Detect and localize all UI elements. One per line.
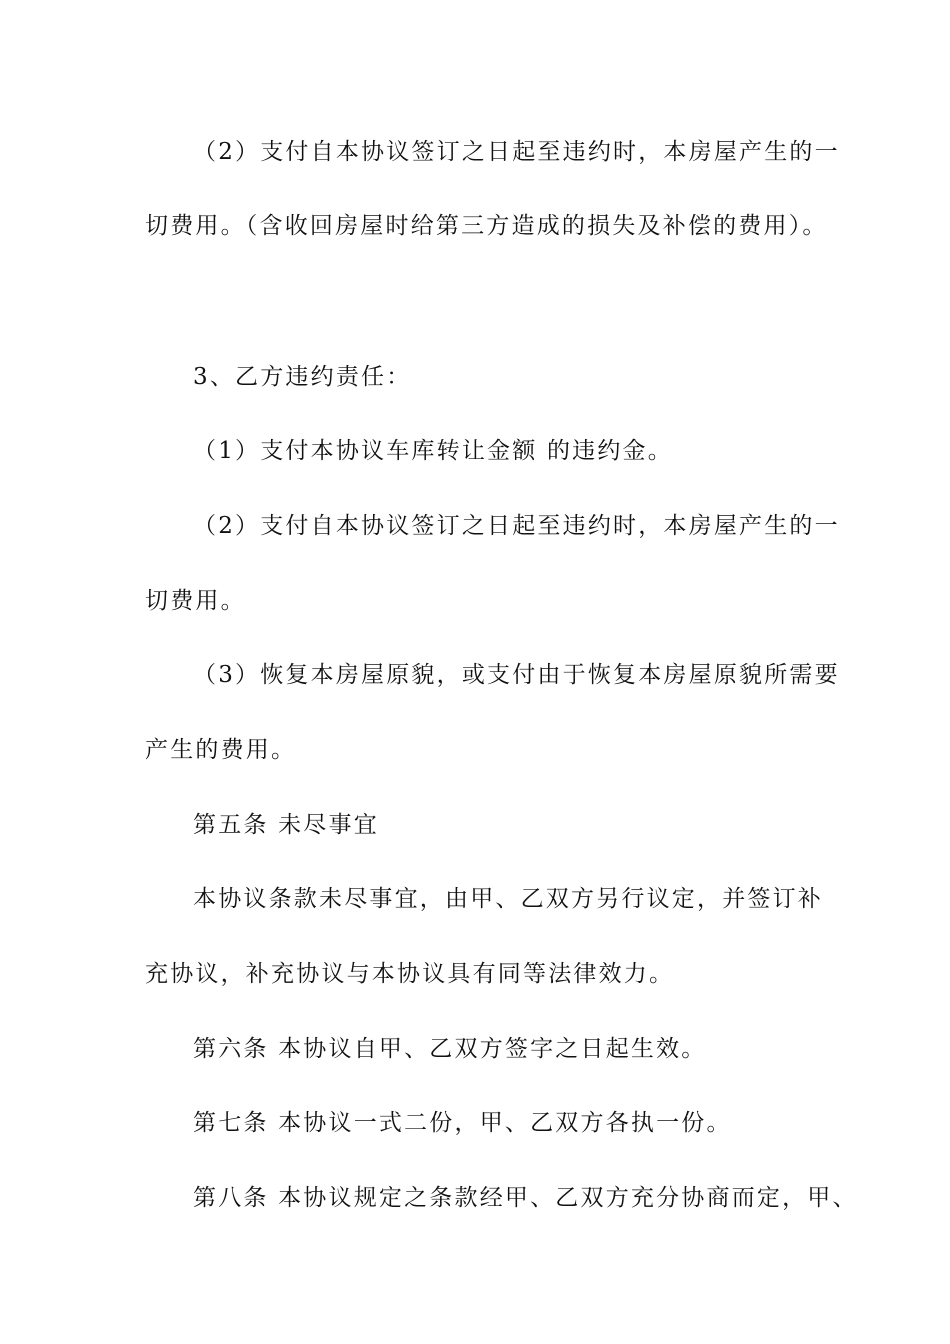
paragraph-line: 切费用。 <box>145 588 246 614</box>
paragraph-line: （2）支付自本协议签订之日起至违约时，本房屋产生的一 <box>193 513 840 539</box>
paragraph-line: （1）支付本协议车库转让金额 的违约金。 <box>193 438 673 464</box>
paragraph-line: 本协议条款未尽事宜，由甲、乙双方另行议定，并签订补 <box>193 886 823 912</box>
article-line: 第八条 本协议规定之条款经甲、乙双方充分协商而定，甲、 <box>193 1185 858 1211</box>
section-heading: 3、乙方违约责任： <box>193 364 412 390</box>
article-line: 第七条 本协议一式二份，甲、乙双方各执一份。 <box>193 1110 732 1136</box>
article-heading: 第五条 未尽事宜 <box>193 812 379 838</box>
paragraph-line: （2）支付自本协议签订之日起至违约时，本房屋产生的一 <box>193 139 840 165</box>
paragraph-line: 产生的费用。 <box>145 737 297 763</box>
paragraph-line: 切费用。（含收回房屋时给第三方造成的损失及补偿的费用）。 <box>145 213 828 239</box>
article-line: 第六条 本协议自甲、乙双方签字之日起生效。 <box>193 1036 707 1062</box>
paragraph-line: 充协议，补充协议与本协议具有同等法律效力。 <box>145 961 675 987</box>
paragraph-line: （3）恢复本房屋原貌，或支付由于恢复本房屋原貌所需要 <box>193 662 840 688</box>
